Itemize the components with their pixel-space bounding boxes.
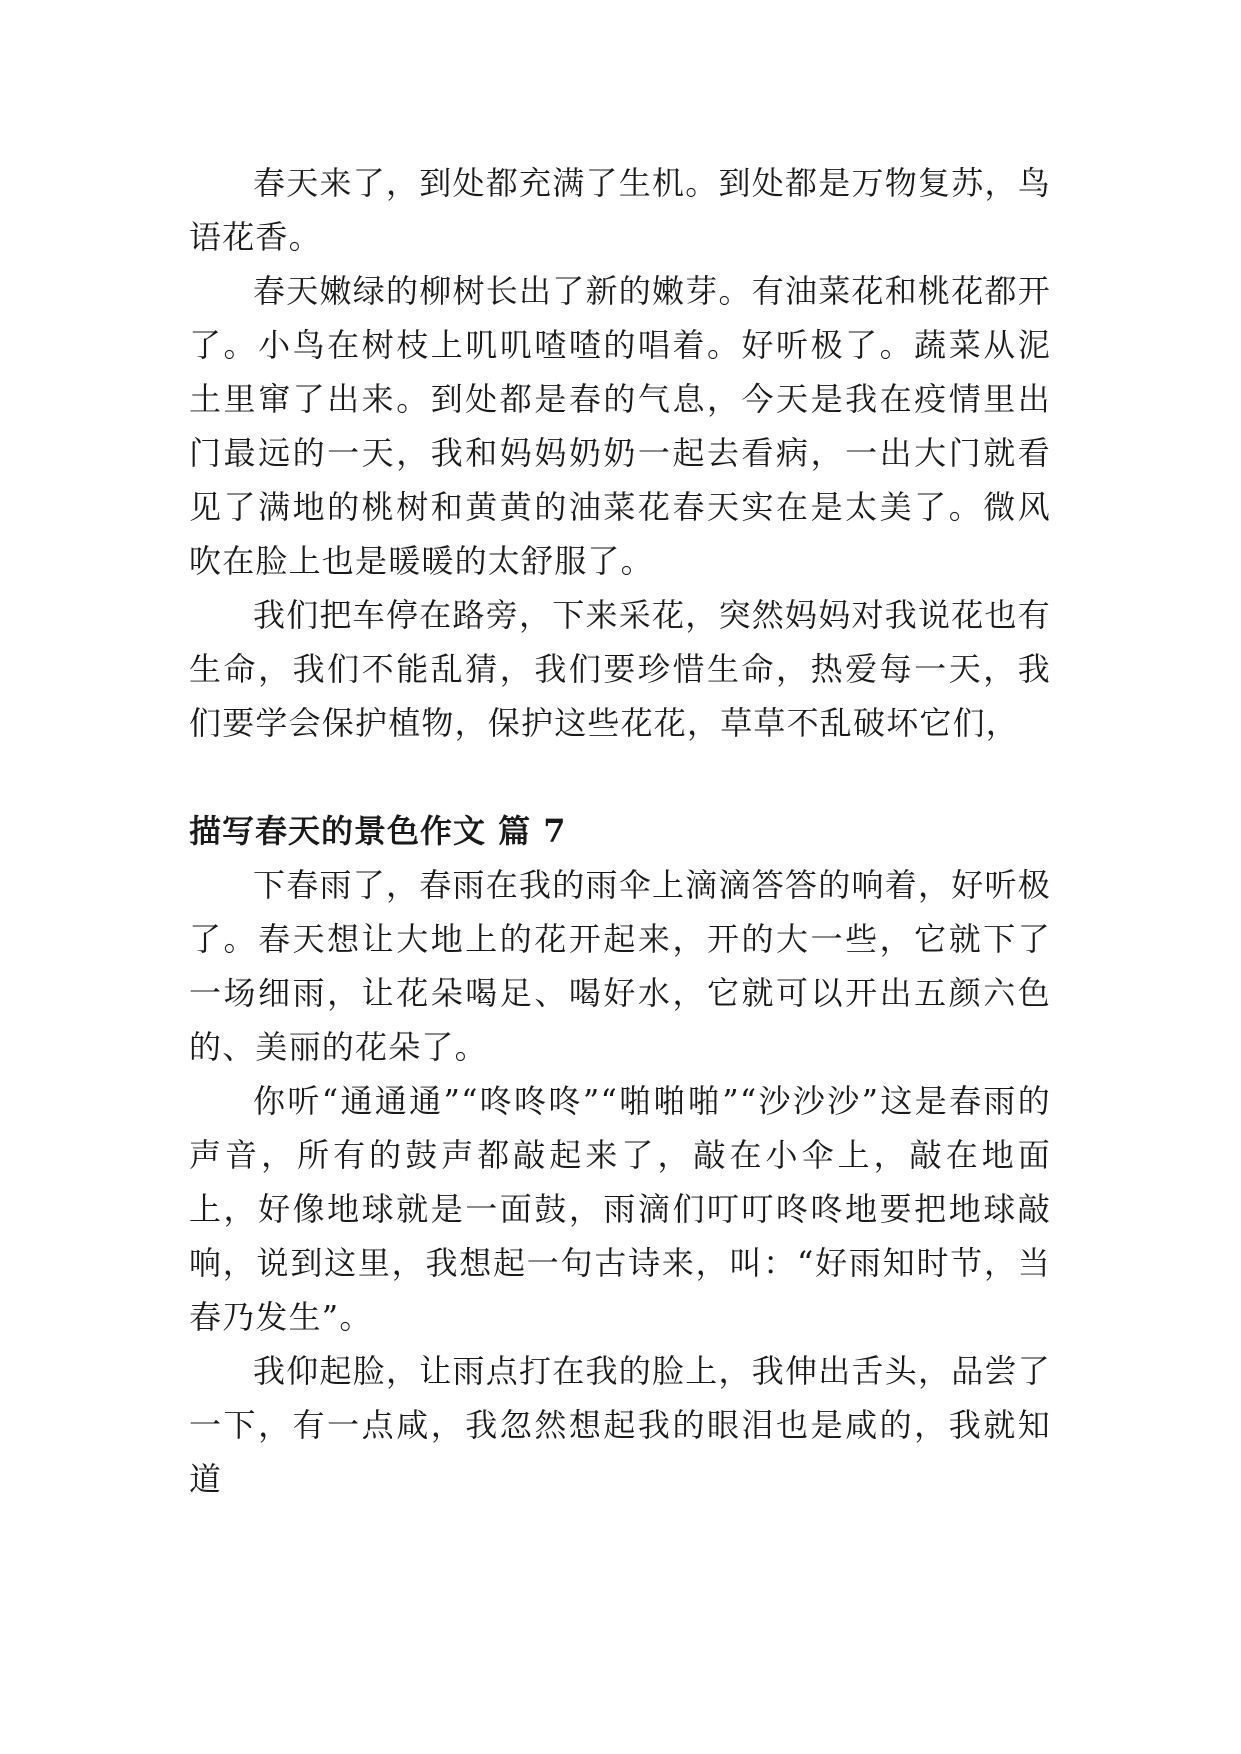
document-page [189, 156, 1051, 1506]
section-title: 描写春天的景色作文 篇 7 [189, 812, 567, 850]
paragraph: 我仰起脸，让雨点打在我的脸上，我伸出舌头，品尝了一下，有一点咸，我忽然想起我的眼泪也是咸的，我就知道 [189, 1352, 1051, 1498]
paragraph: 下春雨了，春雨在我的雨伞上滴滴答答的响着，好听极了。春天想让大地上的花开起来，开的大一些，它就下了一场细雨，让花朵喝足、喝好水，它就可以开出五颜六色的、美丽的花朵了。 [189, 866, 1051, 1066]
section-gap [189, 750, 1051, 804]
paragraph: 春天嫩绿的柳树长出了新的嫩芽。有油菜花和桃花都开了。小鸟在树枝上叽叽喳喳的唱着。好听极了。蔬菜从泥土里窜了出来。到处都是春的气息，今天是我在疫情里出门最远的一天，我和妈妈奶奶一起去看病，一出大门就看见了满地的桃树和黄黄的油菜花春天实在是太美了。微风吹在脸上也是暖暖的太舒服了。 [189, 272, 1051, 580]
paragraph: 春天来了，到处都充满了生机。到处都是万物复苏，鸟语花香。 [189, 164, 1051, 256]
paragraph: 你听“通通通”“咚咚咚”“啪啪啪”“沙沙沙”这是春雨的声音，所有的鼓声都敲起来了，敲在小伞上，敲在地面上，好像地球就是一面鼓，雨滴们叮叮咚咚地要把地球敲响，说到这里，我想起一句古诗来，叫：“好雨知时节，当春乃发生”。 [189, 1082, 1051, 1336]
paragraph: 我们把车停在路旁，下来采花，突然妈妈对我说花也有生命，我们不能乱猜，我们要珍惜生命，热爱每一天，我们要学会保护植物，保护这些花花，草草不乱破坏它们， [189, 596, 1051, 742]
